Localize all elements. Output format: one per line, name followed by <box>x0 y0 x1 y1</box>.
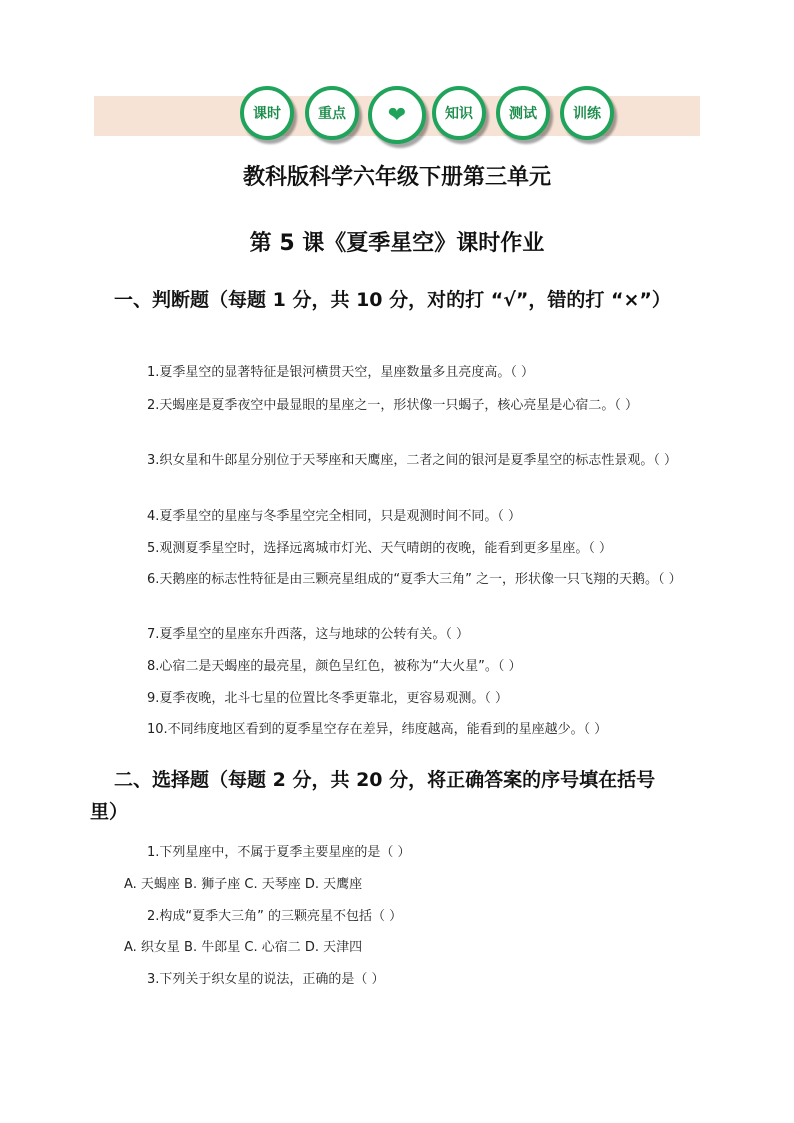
badge-ceshi: 测试 <box>496 86 550 140</box>
question-item: 2.天蝎座是夏季夜空中最显眼的星座之一，形状像一只蝎子，核心亮星是心宿二。（ ） <box>147 398 639 413</box>
question-item: 1.下列星座中，不属于夏季主要星座的是（ ） <box>147 845 411 860</box>
option-line: A. 天蝎座 B. 狮子座 C. 天琴座 D. 天鹰座 <box>124 877 363 892</box>
question-item: 10.不同纬度地区看到的夏季星空存在差异，纬度越高，能看到的星座越少。（ ） <box>147 722 608 737</box>
question-item: 9.夏季夜晚，北斗七星的位置比冬季更靠北，更容易观测。（ ） <box>147 691 509 706</box>
question-item: 1.夏季星空的显著特征是银河横贯天空，星座数量多且亮度高。（ ） <box>147 365 535 380</box>
question-item: 3.下列关于织女星的说法，正确的是（ ） <box>147 972 385 987</box>
question-item: 6.天鹅座的标志性特征是由三颗亮星组成的“夏季大三角” 之一，形状像一只飞翔的天鹅。（ ） <box>147 572 682 587</box>
question-item: 3.织女星和牛郎星分别位于天琴座和天鹰座，二者之间的银河是夏季星空的标志性景观。（ ） <box>147 453 678 468</box>
section-heading-judgement: 一、判断题（每题 1 分，共 10 分，对的打 “√”，错的打 “×”） <box>114 289 671 311</box>
section-heading-choice: 二、选择题（每题 2 分，共 20 分，将正确答案的序号填在括号里） <box>90 769 656 823</box>
badge-zhishi: 知识 <box>432 86 486 140</box>
question-item: 4.夏季星空的星座与冬季星空完全相同，只是观测时间不同。（ ） <box>147 509 522 524</box>
document-title: 教科版科学六年级下册第三单元 <box>242 165 551 190</box>
option-line: A. 织女星 B. 牛郎星 C. 心宿二 D. 天津四 <box>124 940 363 955</box>
question-item: 2.构成“夏季大三角” 的三颗亮星不包括（ ） <box>147 909 403 924</box>
question-item: 5.观测夏季星空时，选择远离城市灯光、天气晴朗的夜晚，能看到更多星座。（ ） <box>147 541 613 556</box>
badge-xunlian: 训练 <box>560 86 614 140</box>
badge-zhongdian: 重点 <box>305 86 359 140</box>
badge-keshi: 课时 <box>240 86 294 140</box>
lesson-title: 第 5 课《夏季星空》课时作业 <box>249 231 545 256</box>
heart-icon: ❤ <box>368 86 426 144</box>
question-item: 8.心宿二是天蝎座的最亮星，颜色呈红色，被称为“大火星”。（ ） <box>147 659 522 674</box>
question-item: 7.夏季星空的星座东升西落，这与地球的公转有关。（ ） <box>147 627 470 642</box>
